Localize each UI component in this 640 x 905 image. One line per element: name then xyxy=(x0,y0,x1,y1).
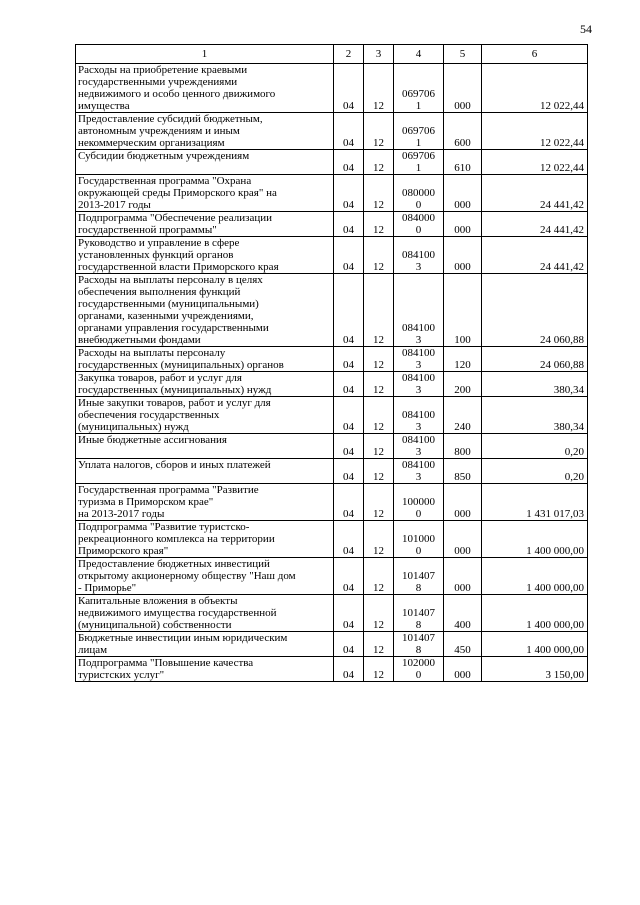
subsection-cell: 12 xyxy=(364,484,394,521)
table-row xyxy=(76,372,588,397)
amount-cell: 380,34 xyxy=(482,372,588,397)
section-cell: 04 xyxy=(334,558,364,595)
expense-type-cell: 000 xyxy=(444,521,482,558)
row-name-cell: Предоставление бюджетных инвестиций открытому акционерному обществу "Наш дом - Приморье" xyxy=(76,558,334,595)
subsection-cell: 12 xyxy=(364,595,394,632)
table-row xyxy=(76,347,588,372)
subsection-cell: 12 xyxy=(364,347,394,372)
row-name-cell: Бюджетные инвестиции иным юридическим лицам xyxy=(76,632,334,657)
target-article-cell: 084100 3 xyxy=(394,274,444,347)
section-cell: 04 xyxy=(334,274,364,347)
row-name-cell: Уплата налогов, сборов и иных платежей xyxy=(76,459,334,484)
expense-type-cell: 000 xyxy=(444,657,482,682)
target-article-cell: 084100 3 xyxy=(394,347,444,372)
amount-cell: 12 022,44 xyxy=(482,113,588,150)
expense-type-cell: 000 xyxy=(444,175,482,212)
amount-cell: 380,34 xyxy=(482,397,588,434)
table-header-row xyxy=(76,45,588,64)
row-name-cell: Государственная программа "Развитие туризма в Приморском крае" на 2013-2017 годы xyxy=(76,484,334,521)
row-name-cell: Иные закупки товаров, работ и услуг для обеспечения государственных (муниципальных) нужд xyxy=(76,397,334,434)
target-article-cell: 101407 8 xyxy=(394,595,444,632)
subsection-cell: 12 xyxy=(364,521,394,558)
subsection-cell: 12 xyxy=(364,372,394,397)
table-row xyxy=(76,558,588,595)
section-cell: 04 xyxy=(334,150,364,175)
expense-type-cell: 200 xyxy=(444,372,482,397)
row-name-cell: Подпрограмма "Развитие туристско- рекреационного комплекса на территории Приморского края" xyxy=(76,521,334,558)
section-cell: 04 xyxy=(334,484,364,521)
subsection-cell: 12 xyxy=(364,150,394,175)
subsection-cell: 12 xyxy=(364,113,394,150)
row-name-cell: Подпрограмма "Обеспечение реализации государственной программы" xyxy=(76,212,334,237)
subsection-cell: 12 xyxy=(364,558,394,595)
amount-cell: 24 441,42 xyxy=(482,175,588,212)
table-row xyxy=(76,632,588,657)
expense-type-cell: 000 xyxy=(444,237,482,274)
column-header: 6 xyxy=(482,45,588,64)
amount-cell: 1 400 000,00 xyxy=(482,595,588,632)
row-name-cell: Подпрограмма "Повышение качества туристских услуг" xyxy=(76,657,334,682)
section-cell: 04 xyxy=(334,397,364,434)
table-row xyxy=(76,397,588,434)
subsection-cell: 12 xyxy=(364,237,394,274)
amount-cell: 0,20 xyxy=(482,434,588,459)
column-header: 2 xyxy=(334,45,364,64)
target-article-cell: 069706 1 xyxy=(394,113,444,150)
expense-type-cell: 600 xyxy=(444,113,482,150)
table-row xyxy=(76,521,588,558)
target-article-cell: 084100 3 xyxy=(394,372,444,397)
row-name-cell: Руководство и управление в сфере установленных функций органов государственной власти Приморского края xyxy=(76,237,334,274)
subsection-cell: 12 xyxy=(364,64,394,113)
expense-type-cell: 400 xyxy=(444,595,482,632)
expense-type-cell: 240 xyxy=(444,397,482,434)
amount-cell: 1 400 000,00 xyxy=(482,558,588,595)
subsection-cell: 12 xyxy=(364,212,394,237)
amount-cell: 1 400 000,00 xyxy=(482,632,588,657)
table-row xyxy=(76,595,588,632)
section-cell: 04 xyxy=(334,372,364,397)
expense-type-cell: 000 xyxy=(444,484,482,521)
target-article-cell: 084100 3 xyxy=(394,397,444,434)
subsection-cell: 12 xyxy=(364,434,394,459)
section-cell: 04 xyxy=(334,657,364,682)
row-name-cell: Расходы на выплаты персоналу в целях обеспечения выполнения функций государственными (муниципальными) органами, казенными учреждениями, органами управления государственными внебюджетными фондами xyxy=(76,274,334,347)
section-cell: 04 xyxy=(334,521,364,558)
table-row xyxy=(76,484,588,521)
target-article-cell: 084100 3 xyxy=(394,237,444,274)
table-row xyxy=(76,175,588,212)
row-name-cell: Капитальные вложения в объекты недвижимого имущества государственной (муниципальной) собственности xyxy=(76,595,334,632)
subsection-cell: 12 xyxy=(364,175,394,212)
table-row xyxy=(76,64,588,113)
subsection-cell: 12 xyxy=(364,459,394,484)
column-header: 5 xyxy=(444,45,482,64)
target-article-cell: 069706 1 xyxy=(394,150,444,175)
row-name-cell: Субсидии бюджетным учреждениям xyxy=(76,150,334,175)
table-row xyxy=(76,459,588,484)
column-header: 3 xyxy=(364,45,394,64)
expense-type-cell: 000 xyxy=(444,558,482,595)
subsection-cell: 12 xyxy=(364,657,394,682)
target-article-cell: 102000 0 xyxy=(394,657,444,682)
table-row xyxy=(76,434,588,459)
section-cell: 04 xyxy=(334,632,364,657)
section-cell: 04 xyxy=(334,175,364,212)
subsection-cell: 12 xyxy=(364,274,394,347)
section-cell: 04 xyxy=(334,113,364,150)
amount-cell: 3 150,00 xyxy=(482,657,588,682)
amount-cell: 1 431 017,03 xyxy=(482,484,588,521)
row-name-cell: Предоставление субсидий бюджетным, автономным учреждениям и иным некоммерческим организациям xyxy=(76,113,334,150)
expense-type-cell: 800 xyxy=(444,434,482,459)
page-number: 54 xyxy=(580,22,592,36)
expense-type-cell: 610 xyxy=(444,150,482,175)
target-article-cell: 101407 8 xyxy=(394,632,444,657)
section-cell: 04 xyxy=(334,64,364,113)
section-cell: 04 xyxy=(334,347,364,372)
amount-cell: 24 060,88 xyxy=(482,347,588,372)
row-name-cell: Расходы на приобретение краевыми государственными учреждениями недвижимого и особо ценного движимого имущества xyxy=(76,64,334,113)
column-header: 1 xyxy=(76,45,334,64)
section-cell: 04 xyxy=(334,237,364,274)
target-article-cell: 101000 0 xyxy=(394,521,444,558)
subsection-cell: 12 xyxy=(364,632,394,657)
row-name-cell: Государственная программа "Охрана окружающей среды Приморского края" на 2013-2017 годы xyxy=(76,175,334,212)
section-cell: 04 xyxy=(334,595,364,632)
amount-cell: 1 400 000,00 xyxy=(482,521,588,558)
expense-type-cell: 850 xyxy=(444,459,482,484)
target-article-cell: 084100 3 xyxy=(394,434,444,459)
subsection-cell: 12 xyxy=(364,397,394,434)
table-row xyxy=(76,657,588,682)
target-article-cell: 084000 0 xyxy=(394,212,444,237)
column-header: 4 xyxy=(394,45,444,64)
target-article-cell: 101407 8 xyxy=(394,558,444,595)
amount-cell: 12 022,44 xyxy=(482,150,588,175)
target-article-cell: 100000 0 xyxy=(394,484,444,521)
amount-cell: 12 022,44 xyxy=(482,64,588,113)
expense-type-cell: 000 xyxy=(444,64,482,113)
section-cell: 04 xyxy=(334,459,364,484)
target-article-cell: 069706 1 xyxy=(394,64,444,113)
table-row xyxy=(76,113,588,150)
table-row xyxy=(76,150,588,175)
amount-cell: 0,20 xyxy=(482,459,588,484)
section-cell: 04 xyxy=(334,434,364,459)
table-row xyxy=(76,212,588,237)
row-name-cell: Расходы на выплаты персоналу государственных (муниципальных) органов xyxy=(76,347,334,372)
expense-type-cell: 000 xyxy=(444,212,482,237)
section-cell: 04 xyxy=(334,212,364,237)
expense-type-cell: 100 xyxy=(444,274,482,347)
expense-type-cell: 450 xyxy=(444,632,482,657)
amount-cell: 24 441,42 xyxy=(482,237,588,274)
row-name-cell: Иные бюджетные ассигнования xyxy=(76,434,334,459)
budget-table xyxy=(75,44,588,682)
table-row xyxy=(76,274,588,347)
target-article-cell: 084100 3 xyxy=(394,459,444,484)
row-name-cell: Закупка товаров, работ и услуг для государственных (муниципальных) нужд xyxy=(76,372,334,397)
expense-type-cell: 120 xyxy=(444,347,482,372)
table-row xyxy=(76,237,588,274)
amount-cell: 24 441,42 xyxy=(482,212,588,237)
target-article-cell: 080000 0 xyxy=(394,175,444,212)
amount-cell: 24 060,88 xyxy=(482,274,588,347)
